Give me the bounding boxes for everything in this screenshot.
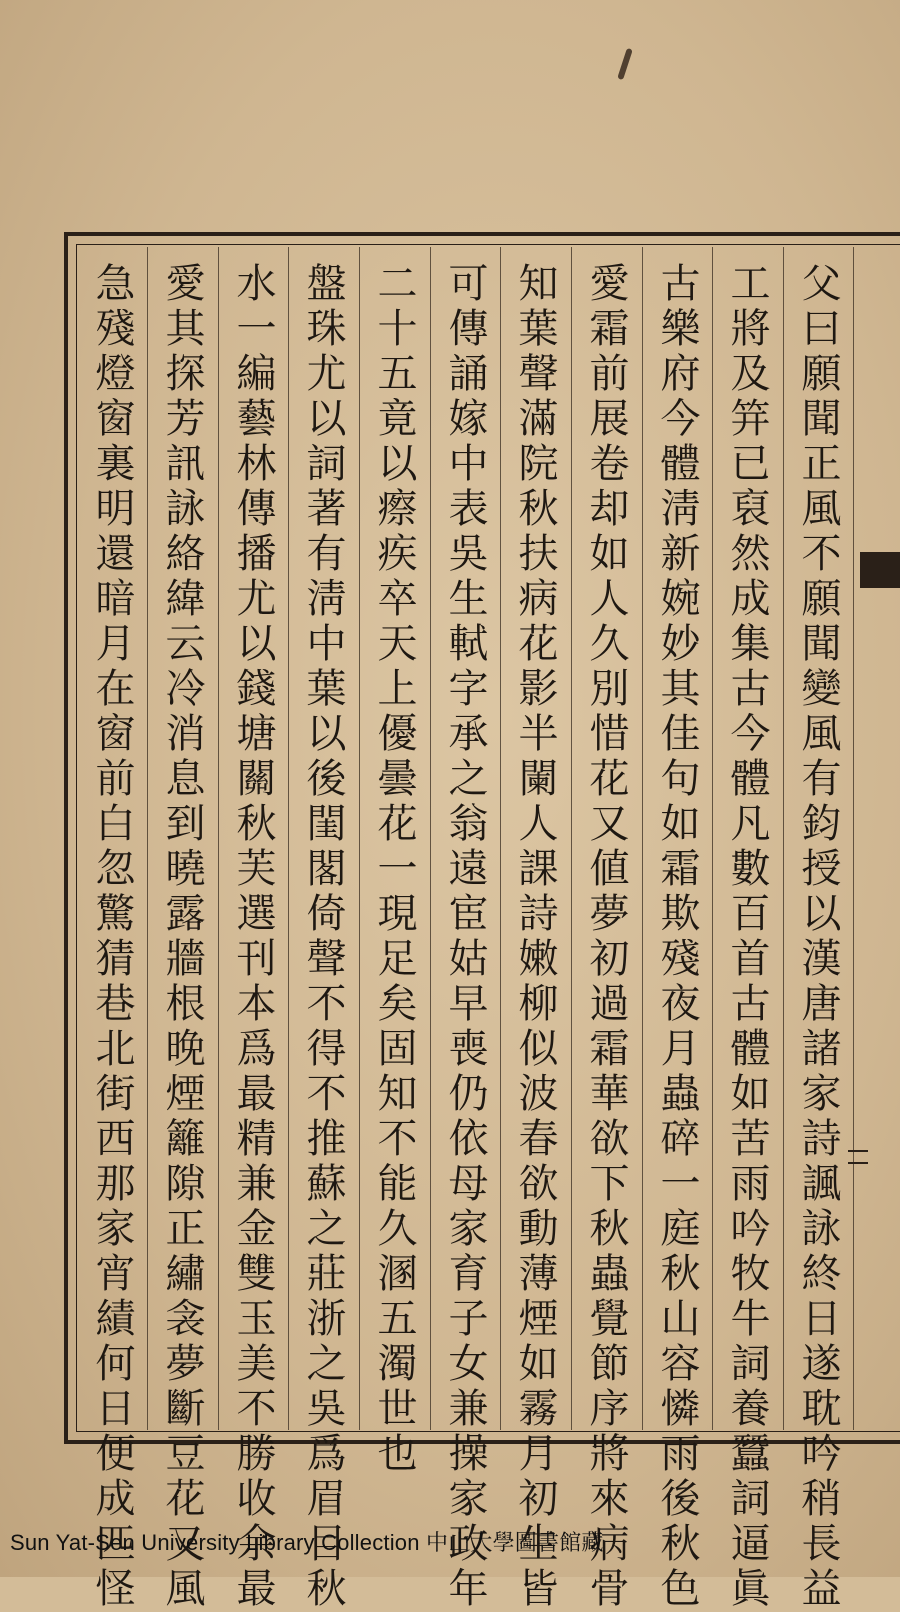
column-rule (571, 247, 572, 1430)
column-rule (642, 247, 643, 1430)
library-credit: Sun Yat-Sen University Library Collection 中山大學圖書館藏 (10, 1530, 604, 1555)
text-column-4: 愛霜前展卷却如人久別惜花又値夢初過霜華欲下秋蟲覺節序將來病骨 (583, 262, 629, 1612)
column-rule (218, 247, 219, 1430)
text-column-5: 知葉聲滿院秋扶病花影半闌人課詩嫩柳似波春欲動薄煙如霧月初生皆 (512, 262, 558, 1612)
text-column-10: 愛其探芳訊詠絡緯云冷消息到曉露牆根晚煙籬隙正繡衾夢斷豆花又風 (159, 262, 205, 1612)
text-column-3: 古樂府今體淸新婉妙其佳句如霜欺殘夜月蟲碎一庭秋山容憐雨後秋色 (654, 262, 700, 1612)
text-column-1: 父曰願聞正風不願聞變風有鈞授以漢唐諸家詩諷詠終日遂耽吟稍長益 (795, 262, 841, 1612)
text-column-6: 可傳誦嫁中表吳生軾字承之翁遠宦姑早喪仍依母家育子女兼操家政年 (442, 262, 488, 1612)
fore-edge-block (860, 552, 900, 588)
text-column-11: 急殘燈窗裏明還暗月在窗前白忽驚猜巷北街西那家宵績何日便成匹怪 (89, 262, 135, 1612)
column-rule (500, 247, 501, 1430)
text-column-8: 盤珠尤以詞著有淸中葉以後閨閣倚聲不得不推蘇之莊浙之吳爲眉目秋 (300, 262, 346, 1612)
column-rule (430, 247, 431, 1430)
column-rule (288, 247, 289, 1430)
text-column-9: 水一編藝林傳播尤以錢塘關秋芙選刊本爲最精兼金雙玉美不勝收余最 (230, 262, 276, 1612)
column-rule (783, 247, 784, 1430)
text-column-7: 二十五竟以瘵疾卒天上優曇花一現足矣固知不能久溷五濁世也 (371, 262, 417, 1477)
column-rule (712, 247, 713, 1430)
column-rule (359, 247, 360, 1430)
margin-mark (848, 1150, 868, 1164)
column-rule (853, 247, 854, 1430)
text-column-2: 工將及笄已裒然成集古今體凡數百首古體如苦雨吟牧牛詞養蠶詞逼眞 (724, 262, 770, 1612)
column-rule (147, 247, 148, 1430)
